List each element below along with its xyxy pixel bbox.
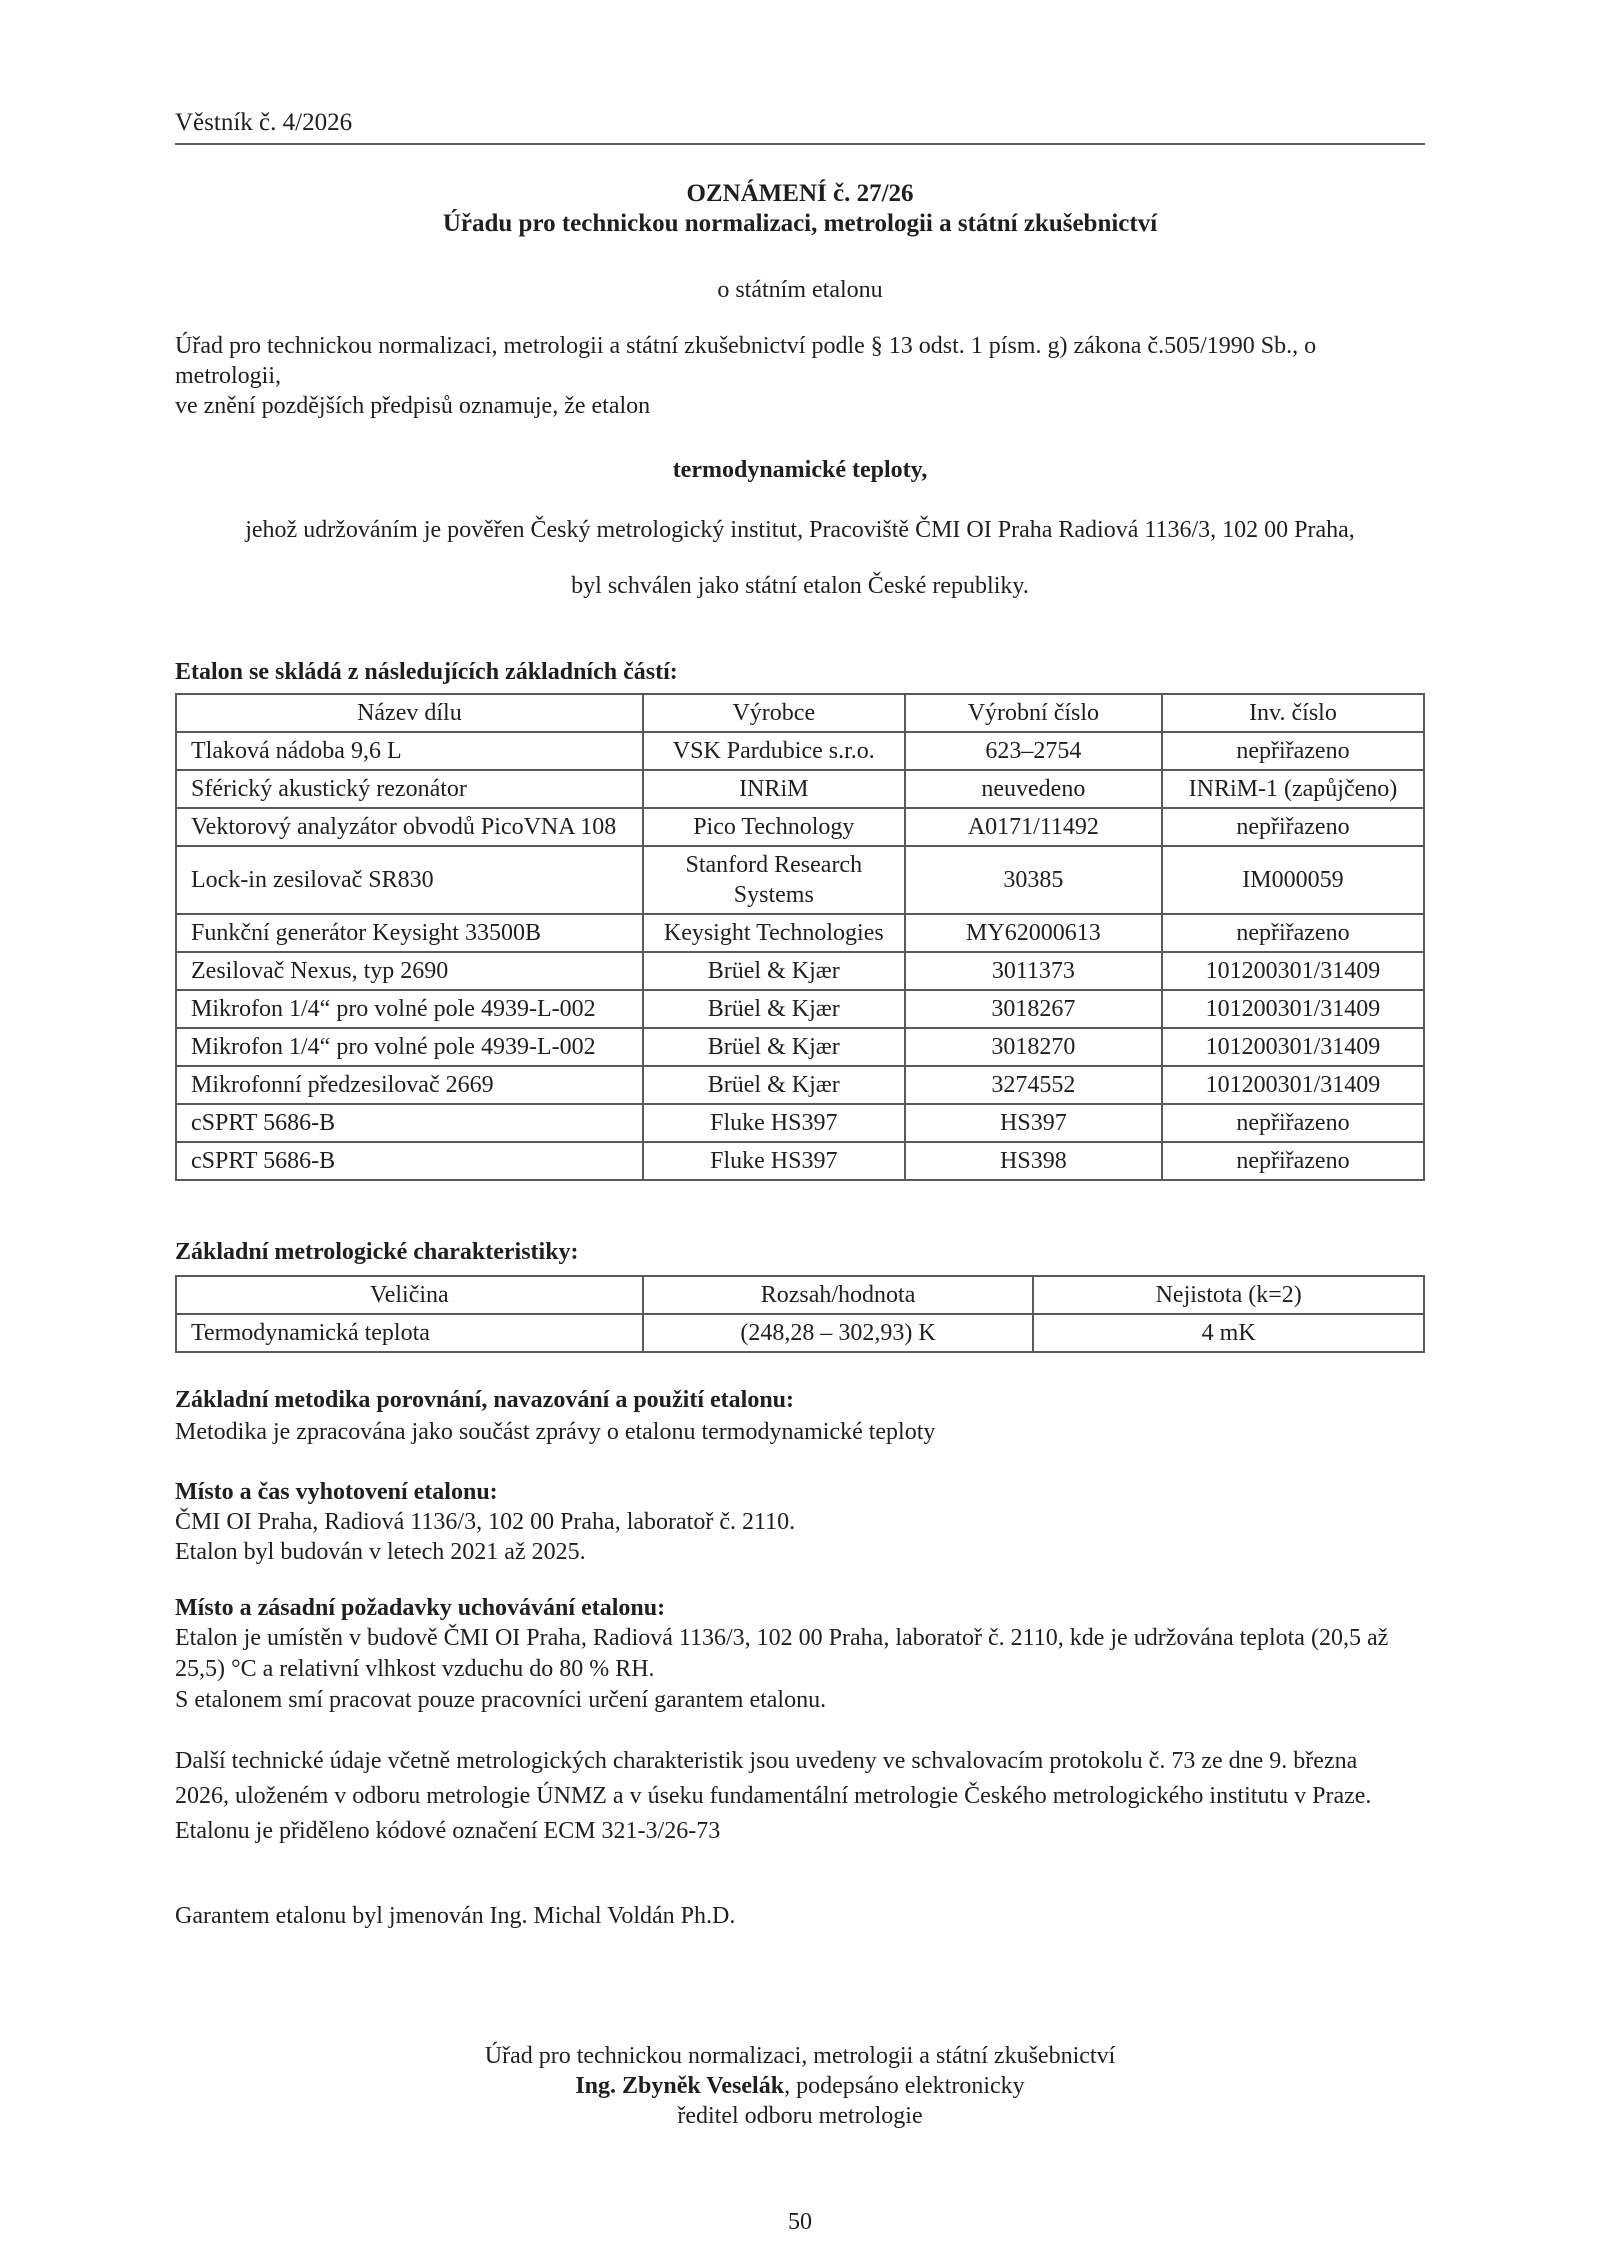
- table-row: [176, 1066, 1424, 1104]
- column-header: Výrobní číslo: [905, 694, 1162, 732]
- etalon-subject: termodynamické teploty,: [672, 457, 928, 483]
- page-content: [175, 0, 1425, 2237]
- header-divider: [175, 143, 1425, 145]
- table-cell: Vektorový analyzátor obvodů PicoVNA 108: [176, 808, 643, 846]
- table-cell: Keysight Technologies: [643, 914, 905, 952]
- journal-header: Věstník č. 4/2026: [175, 109, 353, 136]
- location-time-line: Etalon byl budován v letech 2021 až 2025.: [175, 1539, 586, 1565]
- table-row: [176, 808, 1424, 846]
- table-row: [176, 732, 1424, 770]
- intro-line: ve znění pozdějších předpisů oznamuje, že etalon: [175, 393, 651, 419]
- table-cell: MY62000613: [905, 914, 1162, 952]
- table-row: [176, 952, 1424, 990]
- storage-paragraph: [175, 1623, 1425, 1716]
- table-row: [176, 1314, 1424, 1352]
- additional-info-paragraph: [175, 1744, 1425, 1849]
- table-cell: neuvedeno: [905, 770, 1162, 808]
- notice-title: [175, 179, 1425, 239]
- table-row: [176, 1142, 1424, 1180]
- table-header-row: [176, 694, 1424, 732]
- intro-paragraph: [175, 331, 1425, 421]
- signature-office: Úřad pro technickou normalizaci, metrologii a státní zkušebnictví: [484, 2043, 1116, 2069]
- table-cell: 101200301/31409: [1162, 990, 1424, 1028]
- guarantor-paragraph: Garantem etalonu byl jmenován Ing. Michal Voldán Ph.D.: [175, 1903, 736, 1929]
- table-cell: Pico Technology: [643, 808, 905, 846]
- table-cell: Brüel & Kjær: [643, 1028, 905, 1066]
- table-cell: cSPRT 5686-B: [176, 1104, 643, 1142]
- table-cell: Mikrofonní předzesilovač 2669: [176, 1066, 643, 1104]
- table-cell: Zesilovač Nexus, typ 2690: [176, 952, 643, 990]
- signature-name: Ing. Zbyněk Veselák: [575, 2073, 785, 2099]
- table-cell: Funkční generátor Keysight 33500B: [176, 914, 643, 952]
- table-row: [176, 1104, 1424, 1142]
- table-cell: VSK Pardubice s.r.o.: [643, 732, 905, 770]
- column-header: Veličina: [176, 1276, 643, 1314]
- table-cell: Brüel & Kjær: [643, 1066, 905, 1104]
- table-cell: 3018270: [905, 1028, 1162, 1066]
- location-time-paragraph: [175, 1507, 1425, 1567]
- characteristics-heading: Základní metrologické charakteristiky:: [175, 1239, 579, 1265]
- table-row: [176, 914, 1424, 952]
- table-cell: INRiM-1 (zapůjčeno): [1162, 770, 1424, 808]
- location-time-line: ČMI OI Praha, Radiová 1136/3, 102 00 Praha, laboratoř č. 2110.: [175, 1509, 796, 1535]
- notice-title-office: Úřadu pro technickou normalizaci, metrologii a státní zkušebnictví: [442, 210, 1158, 237]
- characteristics-table: [175, 1275, 1425, 1353]
- table-cell: Lock-in zesilovač SR830: [176, 846, 643, 914]
- table-cell: 3274552: [905, 1066, 1162, 1104]
- table-cell: nepřiřazeno: [1162, 808, 1424, 846]
- table-cell: cSPRT 5686-B: [176, 1142, 643, 1180]
- table-row: [176, 990, 1424, 1028]
- table-cell: nepřiřazeno: [1162, 732, 1424, 770]
- storage-line: S etalonem smí pracovat pouze pracovníci určení garantem etalonu.: [175, 1687, 827, 1713]
- table-row: [176, 846, 1424, 914]
- additional-info-line: 2026, uloženém v odboru metrologie ÚNMZ a v úseku fundamentální metrologie Českého metrologického institutu v Praze.: [175, 1783, 1372, 1809]
- approval-paragraph: byl schválen jako státní etalon České republiky.: [571, 573, 1029, 599]
- signature-block: [175, 2041, 1425, 2131]
- signature-name-line: [175, 2071, 1425, 2101]
- table-cell: Mikrofon 1/4“ pro volné pole 4939-L-002: [176, 990, 643, 1028]
- notice-subtitle: o státním etalonu: [717, 277, 883, 303]
- table-cell: nepřiřazeno: [1162, 914, 1424, 952]
- table-cell: A0171/11492: [905, 808, 1162, 846]
- table-cell: Sférický akustický rezonátor: [176, 770, 643, 808]
- table-row: [176, 770, 1424, 808]
- table-cell: 101200301/31409: [1162, 952, 1424, 990]
- table-cell: 101200301/31409: [1162, 1028, 1424, 1066]
- intro-line: Úřad pro technickou normalizaci, metrologii a státní zkušebnictví podle § 13 odst. 1 písm. g) zákona č.505/1990 Sb., o metrologii,: [175, 333, 1317, 389]
- column-header: Výrobce: [643, 694, 905, 732]
- table-cell: 4 mK: [1033, 1314, 1424, 1352]
- custodian-paragraph: jehož udržováním je pověřen Český metrologický institut, Pracoviště ČMI OI Praha Radiová 1136/3, 102 00 Praha,: [245, 517, 1355, 543]
- table-cell: nepřiřazeno: [1162, 1142, 1424, 1180]
- signature-name-suffix: , podepsáno elektronicky: [784, 2073, 1025, 2099]
- table-cell: 3011373: [905, 952, 1162, 990]
- table-header-row: [176, 1276, 1424, 1314]
- table-cell: Brüel & Kjær: [643, 952, 905, 990]
- page-number: 50: [788, 2209, 812, 2235]
- column-header: Rozsah/hodnota: [643, 1276, 1034, 1314]
- components-heading: Etalon se skládá z následujících základních částí:: [175, 659, 678, 685]
- components-table: [175, 693, 1425, 1181]
- table-cell: Termodynamická teplota: [176, 1314, 643, 1352]
- table-cell: Stanford Research Systems: [643, 846, 905, 914]
- table-cell: 623–2754: [905, 732, 1162, 770]
- methodology-text: Metodika je zpracována jako součást zprávy o etalonu termodynamické teploty: [175, 1419, 936, 1445]
- table-cell: 30385: [905, 846, 1162, 914]
- notice-title-number: OZNÁMENÍ č. 27/26: [686, 180, 914, 207]
- table-cell: INRiM: [643, 770, 905, 808]
- storage-line: Etalon je umístěn v budově ČMI OI Praha, Radiová 1136/3, 102 00 Praha, laboratoř č. 2110, kde je udržována teplota (20,5 až: [175, 1625, 1389, 1651]
- additional-info-line: Etalonu je přiděleno kódové označení ECM 321-3/26-73: [175, 1818, 721, 1844]
- table-cell: Tlaková nádoba 9,6 L: [176, 732, 643, 770]
- table-cell: (248,28 – 302,93) K: [643, 1314, 1034, 1352]
- location-time-heading: Místo a čas vyhotovení etalonu:: [175, 1479, 498, 1505]
- column-header: Název dílu: [176, 694, 643, 732]
- table-cell: HS398: [905, 1142, 1162, 1180]
- table-cell: 3018267: [905, 990, 1162, 1028]
- table-cell: Mikrofon 1/4“ pro volné pole 4939-L-002: [176, 1028, 643, 1066]
- column-header: Nejistota (k=2): [1033, 1276, 1424, 1314]
- table-cell: Fluke HS397: [643, 1104, 905, 1142]
- table-row: [176, 1028, 1424, 1066]
- additional-info-line: Další technické údaje včetně metrologických charakteristik jsou uvedeny ve schvalovacím protokolu č. 73 ze dne 9. března: [175, 1748, 1358, 1774]
- table-cell: 101200301/31409: [1162, 1066, 1424, 1104]
- table-cell: Fluke HS397: [643, 1142, 905, 1180]
- table-cell: HS397: [905, 1104, 1162, 1142]
- table-cell: nepřiřazeno: [1162, 1104, 1424, 1142]
- methodology-heading: Základní metodika porovnání, navazování a použití etalonu:: [175, 1387, 795, 1413]
- storage-line: 25,5) °C a relativní vlhkost vzduchu do 80 % RH.: [175, 1656, 655, 1682]
- table-cell: Brüel & Kjær: [643, 990, 905, 1028]
- column-header: Inv. číslo: [1162, 694, 1424, 732]
- table-cell: IM000059: [1162, 846, 1424, 914]
- signature-role: ředitel odboru metrologie: [677, 2103, 923, 2129]
- storage-heading: Místo a zásadní požadavky uchovávání etalonu:: [175, 1595, 666, 1621]
